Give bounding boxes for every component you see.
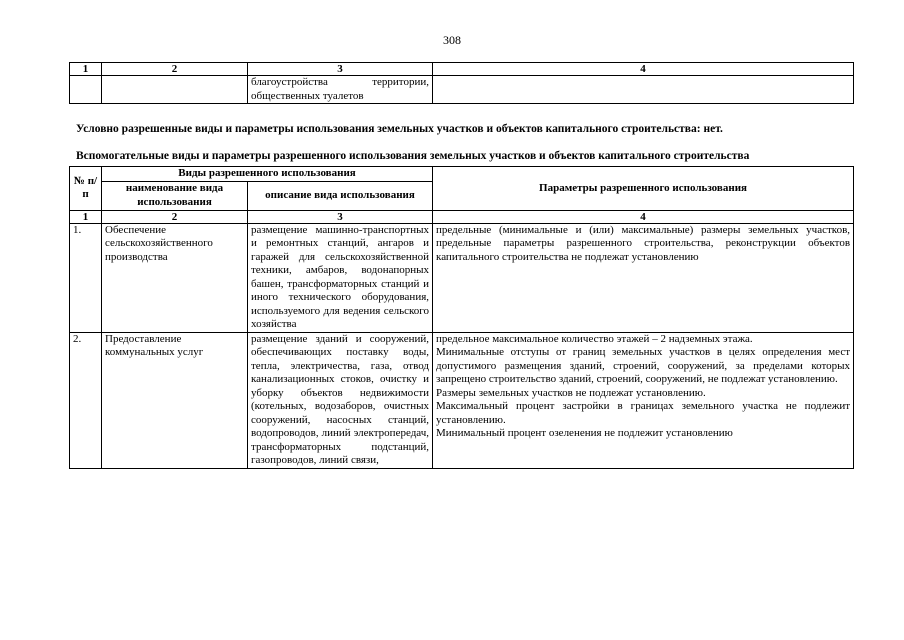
column-number-row [70,63,854,76]
params-cell [433,332,854,468]
params-paragraph: Минимальный процент озеленения не подлежит установлению [436,427,733,439]
table-row [70,223,854,332]
description-cell: размещение машинно-транспортных и ремонтных станций, ангаров и гаражей для сельскохозяйственной техники, амбаров, водонапорных башен, трансформаторных станций и иного технического оборудования, используемого для ведения сельского хозяйства [248,223,433,332]
params-paragraph: Минимальные отступы от границ земельных участков в целях определения мест допустимого размещения зданий, строений, сооружений, за пределами которых запрещено строительство зданий, строений, сооружений, не подлежат установлению. [436,346,851,385]
name-cell: Предоставление коммунальных услуг [102,332,248,468]
params-paragraph: Максимальный процент застройки в границах земельного участка не подлежит установлению. [436,400,851,426]
page-number: 308 [443,33,461,47]
column-number: 3 [248,63,433,76]
column-number: 2 [102,63,248,76]
params-paragraph: Размеры земельных участков не подлежат установлению. [436,386,706,399]
params-paragraph: предельные (минимальные и (или) максимальные) размеры земельных участков, предельные параметры разрешенного строительства, реконструкции объектов капитального строительства не подлежат установлению [436,223,851,263]
row-number-cell: 2. [70,332,102,468]
header-row [70,167,854,182]
header-description: описание вида использования [248,181,433,210]
header-name: наименование вида использования [102,181,248,210]
auxiliary-uses-table [69,166,854,469]
name-cell [102,76,248,104]
row-number-cell [70,76,102,104]
heading-auxiliary-uses: Вспомогательные виды и параметры разрешенного использования земельных участков и объектов капитального строительства [76,150,750,162]
column-number: 4 [433,63,854,76]
description-cell: благоустройства территории, общественных туалетов [248,76,433,104]
row-number-cell: 1. [70,223,102,332]
header-types-group: Виды разрешенного использования [102,167,433,182]
column-number: 1 [70,210,102,223]
description-cell: размещение зданий и сооружений, обеспечивающих поставку воды, тепла, электричества, газа, отвод канализационных стоков, очистку и уборку объектов недвижимости (котельных, водозаборов, очистных сооружений, насосных станций, водопроводов, линий электропередач, трансформаторных подстанций, газопроводов, линий связи, [248,332,433,468]
continuation-table [69,62,854,104]
table-row [70,332,854,468]
params-cell [433,223,854,332]
name-cell: Обеспечение сельскохозяйственного производства [102,223,248,332]
params-cell [433,76,854,104]
header-params: Параметры разрешенного использования [433,167,854,211]
column-number: 3 [248,210,433,223]
column-number: 1 [70,63,102,76]
params-paragraph: предельное максимальное количество этажей – 2 надземных этажа. [436,332,753,345]
column-number: 4 [433,210,854,223]
column-number: 2 [102,210,248,223]
header-num: № п/п [70,167,102,211]
column-number-row [70,210,854,223]
heading-conditional-uses: Условно разрешенные виды и параметры использования земельных участков и объектов капитального строительства: нет. [76,123,723,135]
table-row [70,76,854,104]
